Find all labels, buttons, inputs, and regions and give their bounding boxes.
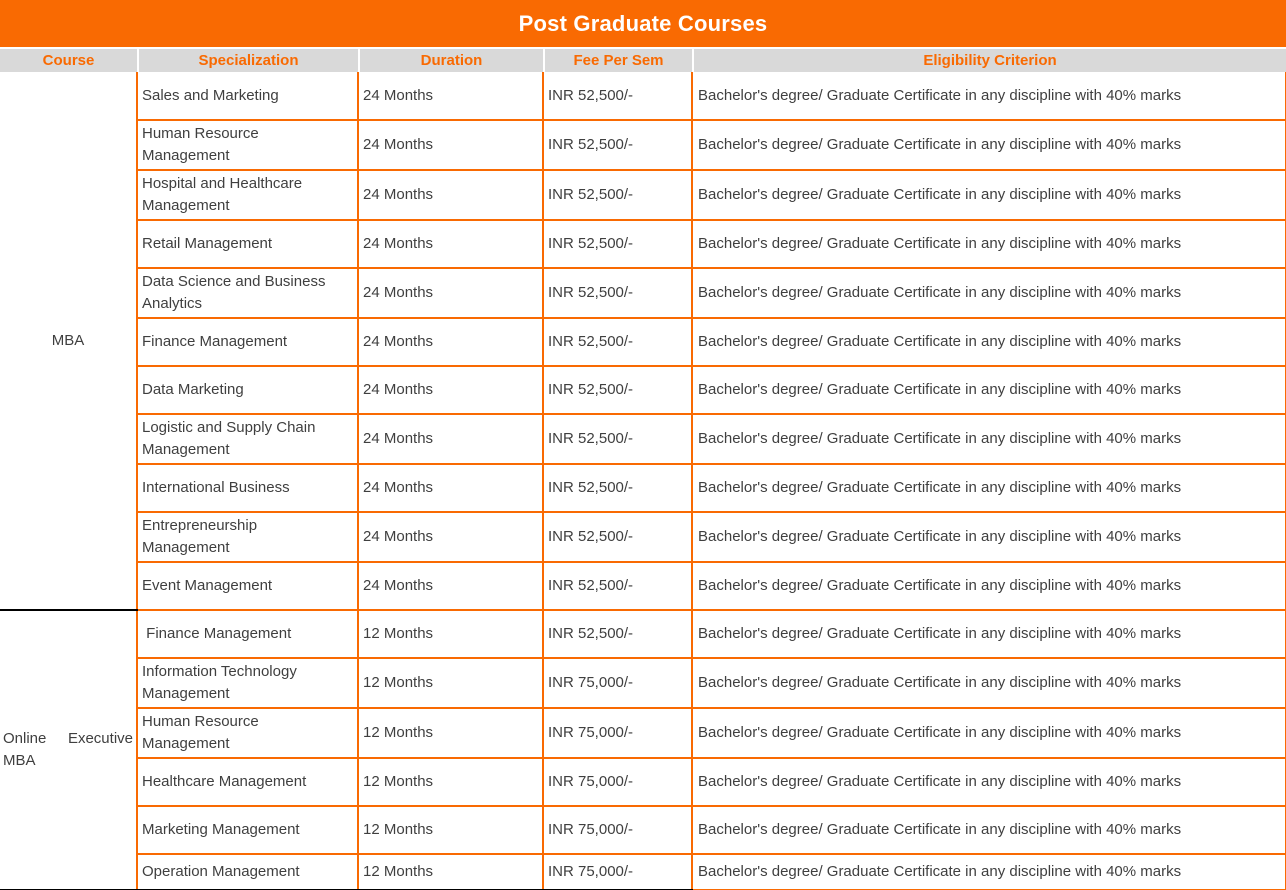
specialization-cell: Entrepreneurship Management [137, 512, 358, 562]
eligibility-cell: Bachelor's degree/ Graduate Certificate in any discipline with 40% marks [692, 562, 1286, 610]
fee-cell: INR 52,500/- [543, 220, 692, 268]
table-row [0, 414, 1286, 464]
duration-cell: 24 Months [358, 170, 543, 220]
fee-cell: INR 52,500/- [543, 562, 692, 610]
fee-cell: INR 52,500/- [543, 72, 692, 120]
eligibility-cell: Bachelor's degree/ Graduate Certificate in any discipline with 40% marks [692, 414, 1286, 464]
table-row [0, 854, 1286, 890]
eligibility-cell: Bachelor's degree/ Graduate Certificate in any discipline with 40% marks [692, 708, 1286, 758]
duration-cell: 12 Months [358, 658, 543, 708]
duration-cell: 24 Months [358, 268, 543, 318]
specialization-cell: Finance Management [137, 610, 358, 658]
eligibility-cell: Bachelor's degree/ Graduate Certificate in any discipline with 40% marks [692, 854, 1286, 890]
table-row [0, 464, 1286, 512]
specialization-cell: Information Technology Management [137, 658, 358, 708]
eligibility-cell: Bachelor's degree/ Graduate Certificate in any discipline with 40% marks [692, 464, 1286, 512]
fee-cell: INR 52,500/- [543, 366, 692, 414]
eligibility-cell: Bachelor's degree/ Graduate Certificate in any discipline with 40% marks [692, 512, 1286, 562]
course-cell: Online Executive MBA [0, 610, 137, 890]
duration-cell: 24 Months [358, 512, 543, 562]
duration-cell: 24 Months [358, 72, 543, 120]
fee-cell: INR 52,500/- [543, 610, 692, 658]
duration-cell: 12 Months [358, 708, 543, 758]
table-header-row [0, 49, 1286, 72]
table-row [0, 512, 1286, 562]
table-row [0, 610, 1286, 658]
duration-cell: 12 Months [358, 806, 543, 854]
duration-cell: 24 Months [358, 220, 543, 268]
table-row [0, 366, 1286, 414]
fee-cell: INR 75,000/- [543, 806, 692, 854]
eligibility-cell: Bachelor's degree/ Graduate Certificate in any discipline with 40% marks [692, 72, 1286, 120]
table-row [0, 806, 1286, 854]
duration-cell: 24 Months [358, 318, 543, 366]
table-row [0, 758, 1286, 806]
fee-cell: INR 75,000/- [543, 658, 692, 708]
page-title: Post Graduate Courses [518, 10, 768, 36]
eligibility-cell: Bachelor's degree/ Graduate Certificate in any discipline with 40% marks [692, 610, 1286, 658]
title-bar [0, 0, 1286, 47]
duration-cell: 24 Months [358, 464, 543, 512]
column-header-specialization: Specialization [137, 49, 358, 72]
specialization-cell: Human Resource Management [137, 708, 358, 758]
table-row [0, 170, 1286, 220]
fee-cell: INR 52,500/- [543, 170, 692, 220]
courses-table-body [0, 72, 1286, 890]
duration-cell: 12 Months [358, 610, 543, 658]
fee-cell: INR 52,500/- [543, 120, 692, 170]
specialization-cell: Healthcare Management [137, 758, 358, 806]
table-row [0, 220, 1286, 268]
table-row [0, 120, 1286, 170]
fee-cell: INR 52,500/- [543, 512, 692, 562]
specialization-cell: Retail Management [137, 220, 358, 268]
fee-cell: INR 52,500/- [543, 268, 692, 318]
specialization-cell: Data Marketing [137, 366, 358, 414]
eligibility-cell: Bachelor's degree/ Graduate Certificate in any discipline with 40% marks [692, 318, 1286, 366]
duration-cell: 12 Months [358, 854, 543, 890]
fee-cell: INR 75,000/- [543, 758, 692, 806]
eligibility-cell: Bachelor's degree/ Graduate Certificate in any discipline with 40% marks [692, 120, 1286, 170]
table-row [0, 708, 1286, 758]
column-header-eligibility: Eligibility Criterion [692, 49, 1286, 72]
duration-cell: 24 Months [358, 414, 543, 464]
specialization-cell: Finance Management [137, 318, 358, 366]
fee-cell: INR 52,500/- [543, 464, 692, 512]
eligibility-cell: Bachelor's degree/ Graduate Certificate in any discipline with 40% marks [692, 220, 1286, 268]
eligibility-cell: Bachelor's degree/ Graduate Certificate in any discipline with 40% marks [692, 170, 1286, 220]
duration-cell: 24 Months [358, 562, 543, 610]
duration-cell: 24 Months [358, 120, 543, 170]
eligibility-cell: Bachelor's degree/ Graduate Certificate in any discipline with 40% marks [692, 806, 1286, 854]
fee-cell: INR 52,500/- [543, 414, 692, 464]
eligibility-cell: Bachelor's degree/ Graduate Certificate in any discipline with 40% marks [692, 658, 1286, 708]
eligibility-cell: Bachelor's degree/ Graduate Certificate in any discipline with 40% marks [692, 758, 1286, 806]
table-row [0, 318, 1286, 366]
specialization-cell: Data Science and Business Analytics [137, 268, 358, 318]
fee-cell: INR 75,000/- [543, 708, 692, 758]
table-row [0, 72, 1286, 120]
specialization-cell: Operation Management [137, 854, 358, 890]
table-row [0, 658, 1286, 708]
column-header-fee-per-sem: Fee Per Sem [543, 49, 692, 72]
column-header-duration: Duration [358, 49, 543, 72]
table-row [0, 562, 1286, 610]
table-row [0, 268, 1286, 318]
specialization-cell: Event Management [137, 562, 358, 610]
fee-cell: INR 52,500/- [543, 318, 692, 366]
specialization-cell: Human Resource Management [137, 120, 358, 170]
specialization-cell: Logistic and Supply Chain Management [137, 414, 358, 464]
specialization-cell: International Business [137, 464, 358, 512]
fee-cell: INR 75,000/- [543, 854, 692, 890]
courses-table [0, 72, 1286, 890]
eligibility-cell: Bachelor's degree/ Graduate Certificate in any discipline with 40% marks [692, 268, 1286, 318]
specialization-cell: Hospital and Healthcare Management [137, 170, 358, 220]
course-cell: MBA [0, 72, 137, 610]
eligibility-cell: Bachelor's degree/ Graduate Certificate in any discipline with 40% marks [692, 366, 1286, 414]
duration-cell: 12 Months [358, 758, 543, 806]
specialization-cell: Sales and Marketing [137, 72, 358, 120]
specialization-cell: Marketing Management [137, 806, 358, 854]
column-header-course: Course [0, 49, 137, 72]
duration-cell: 24 Months [358, 366, 543, 414]
